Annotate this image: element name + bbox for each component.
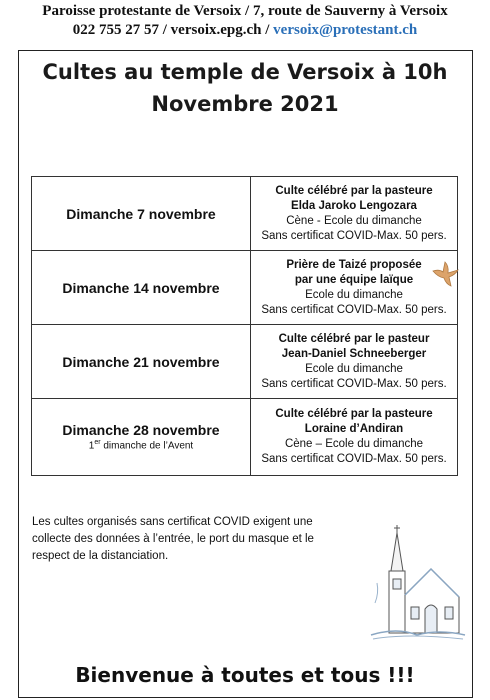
advent-note: [32, 439, 250, 451]
service-day-cell: [32, 399, 251, 476]
advent-sup: er: [94, 439, 101, 447]
table-row: [32, 251, 458, 325]
separator: /: [162, 22, 171, 38]
header-address: Paroisse protestante de Versoix / 7, route de Sauverny à Versoix: [42, 3, 448, 19]
service-line: Cène - Ecole du dimanche: [286, 214, 422, 227]
service-day: Dimanche 21 novembre: [32, 325, 251, 399]
advent-num: 1: [88, 440, 95, 452]
service-line: Ecole du dimanche: [305, 288, 403, 301]
officiant-name: Elda Jaroko Lengozara: [291, 199, 417, 212]
table-row: [32, 325, 458, 399]
service-line: Cène – Ecole du dimanche: [284, 438, 424, 450]
services-table: [31, 176, 458, 476]
header-phone: 022 755 27 57: [72, 22, 159, 38]
service-line: Culte célébré par la pasteure: [275, 408, 433, 420]
header-contact: [0, 22, 490, 39]
covid-note: Sans certificat COVID-Max. 50 pers.: [261, 229, 447, 242]
header-email-link[interactable]: versoix@protestant.ch: [273, 22, 418, 38]
service-day: Dimanche 7 novembre: [32, 177, 251, 251]
officiant-name: Jean-Daniel Schneeberger: [281, 347, 427, 360]
page-subtitle: Novembre 2021: [151, 92, 339, 116]
table-row: [32, 399, 458, 476]
service-details: [251, 177, 458, 251]
service-details: [251, 399, 458, 476]
covid-note: Sans certificat COVID-Max. 50 pers.: [261, 377, 447, 390]
service-line: Ecole du dimanche: [305, 362, 403, 375]
covid-note: Sans certificat COVID-Max. 50 pers.: [261, 453, 447, 465]
dove-icon: [431, 260, 461, 288]
church-illustration: [367, 523, 467, 641]
advent-text: dimanche de l’Avent: [100, 440, 194, 452]
service-line: Culte célébré par le pasteur: [278, 332, 430, 345]
service-day: Dimanche 14 novembre: [32, 251, 251, 325]
separator: /: [265, 22, 274, 38]
service-line: Culte célébré par la pasteure: [275, 184, 433, 197]
service-line: par une équipe laïque: [294, 273, 414, 286]
service-day: Dimanche 28 novembre: [62, 422, 220, 439]
welcome-message: Bienvenue à toutes et tous !!!: [75, 663, 415, 687]
service-line: Prière de Taizé proposée: [286, 258, 422, 271]
service-details: [251, 251, 458, 325]
service-details: [251, 325, 458, 399]
table-row: [32, 177, 458, 251]
covid-notice: Les cultes organisés sans certificat COVID exigent une collecte des données à l’entrée, le port du masque et le respect de la distanciation.: [32, 516, 314, 562]
header-website[interactable]: versoix.epg.ch: [170, 22, 262, 38]
officiant-name: Loraine d’Andiran: [304, 423, 404, 435]
page-title: Cultes au temple de Versoix à 10h: [42, 60, 448, 84]
covid-note: Sans certificat COVID-Max. 50 pers.: [261, 303, 447, 316]
